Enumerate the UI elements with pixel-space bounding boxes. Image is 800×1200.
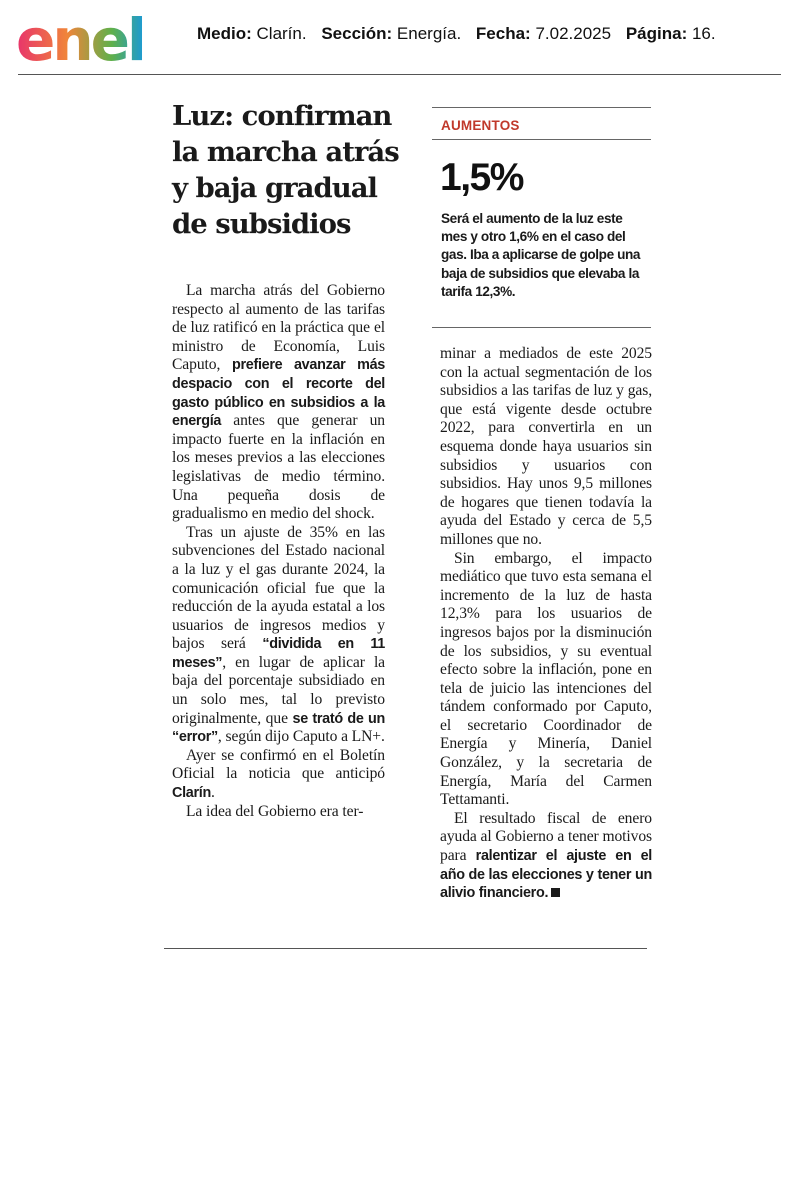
- pagina-label: Página:: [625, 24, 688, 43]
- fecha-label: Fecha:: [475, 24, 531, 43]
- headline-line: de subsidios: [172, 208, 351, 240]
- sidebar-text: Será el aumento de la luz este mes y otro 1,6% en el caso del gas. Iba a aplicarse de golpe una baja de subsidios que elevaba la tarifa 12,3%.: [441, 211, 641, 299]
- paragraph: Ayer se confirmó en el Boletín Oficial la noticia que anticipó Clarín.: [172, 746, 385, 802]
- highlight: prefiere avanzar más despacio con el recorte del gasto público en subsidios a la energía: [172, 357, 385, 430]
- fecha-value: 7.02.2025: [535, 24, 612, 43]
- paragraph: Tras un ajuste de 35% en las subvenciones del Estado nacional a la luz y el gas durante 2024, la comunicación oficial fue que la reducción de la ayuda estatal a los usuarios de ingresos medios y bajos será “dividida en 11 meses”, en lugar de aplicar la baja del porcentaje subsidiado en un solo mes, tal lo previsto originalmente, que se trató de un “error”, según dijo Caputo a LN+.: [172, 523, 386, 746]
- highlight: se trató de un “error”: [172, 710, 385, 746]
- paragraph: minar a mediados de este 2025 con la actual segmentación de los subsidios a las tarifas de luz y gas, que está vigente desde octubre 2022, para convertirla en un esquema donde haya usuarios sin subsidios y usuarios con subsidios. Hay unos 9,5 millones de hogares que tienen todavía la ayuda del Estado y cerca de 5,5 millones que no.: [440, 345, 652, 548]
- headline-line: Luz: confirman: [172, 100, 392, 132]
- highlight: “dividida en 11 meses”: [172, 636, 386, 671]
- pagina-value: 16.: [691, 24, 716, 43]
- highlight: ralentizar el ajuste en el año de las elecciones y tener un alivio financiero.: [440, 848, 652, 902]
- seccion-value: Energía.: [396, 24, 462, 43]
- medio-value: Clarín.: [256, 24, 307, 43]
- sidebar-bottom-rule: [432, 327, 651, 328]
- article-column-right: [440, 345, 652, 903]
- headline-line: la marcha atrás: [172, 136, 399, 168]
- paragraph: La idea del Gobierno era ter-: [186, 802, 364, 820]
- headline-line: y baja gradual: [172, 172, 377, 204]
- sidebar-label: AUMENTOS: [441, 118, 520, 133]
- paragraph: El resultado fiscal de enero ayuda al Gobierno a tener motivos para ralentizar el ajuste en el año de las elecciones y tener un alivio financiero.: [440, 809, 652, 902]
- paragraph: La marcha atrás del Gobierno respecto al aumento de las tarifas de luz ratificó en la práctica que el ministro de Economía, Luis Caputo, prefiere avanzar más despacio con el recorte del gasto público en subsidios a la energía antes que generar un impacto fuerte en la inflación en los meses previos a las elecciones legislativas de medio término. Una pequeña dosis de gradualismo en medio del shock.: [172, 282, 385, 523]
- highlight: Clarín: [172, 785, 211, 802]
- logo-text: enel: [16, 8, 144, 68]
- end-of-article-mark: [551, 888, 560, 897]
- bottom-divider: [164, 948, 647, 949]
- seccion-label: Sección:: [321, 24, 393, 43]
- medio-label: Medio:: [197, 24, 252, 43]
- headline: [172, 98, 412, 242]
- sidebar-top-rule: [432, 107, 651, 108]
- sidebar-big-number: 1,5%: [440, 156, 523, 199]
- paragraph: Sin embargo, el impacto mediático que tuvo esta semana el incremento de la luz de hasta 12,3% para los usuarios de ingresos bajos por la disminución de los subsidios, y su eventual efecto sobre la inflación, pone en tela de juicio las intenciones del tándem conformado por Caputo, el secretario Coordinador de Energía y Minería, Daniel González, y la secretaria de Energía, María del Carmen Tettamanti.: [440, 549, 652, 809]
- sidebar-label-rule: [432, 139, 651, 140]
- article-column-left: [172, 282, 385, 821]
